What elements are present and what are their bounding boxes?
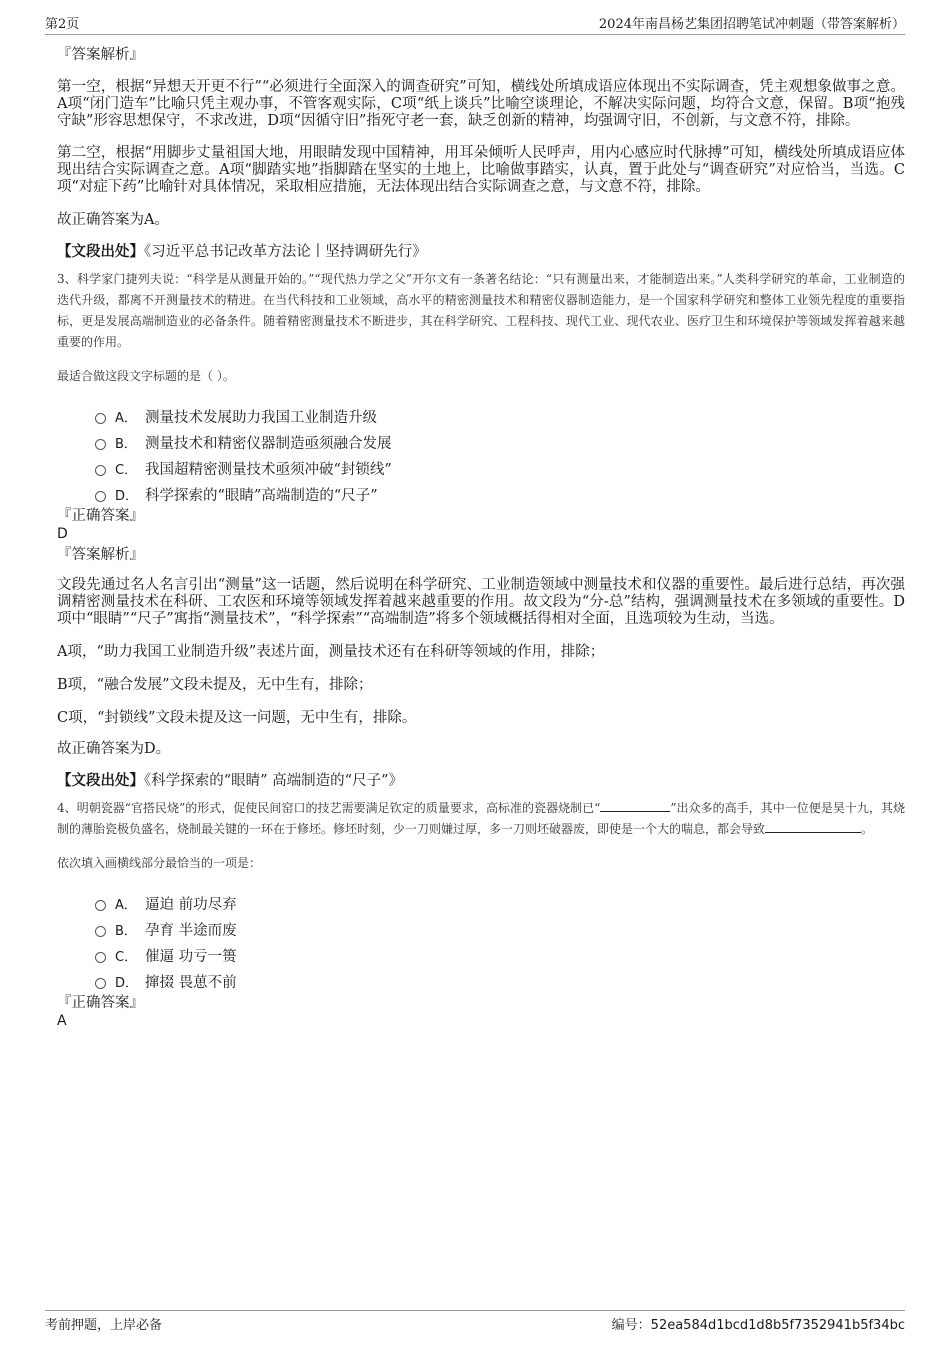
option-letter: C． [115, 462, 138, 478]
code-value: 52ea584d1bcd1d8b5f7352941b5f34bc [650, 1317, 905, 1333]
radio-icon[interactable] [95, 465, 106, 476]
question-4-stem [57, 798, 905, 840]
stem-part-1: 4、明朝瓷器“官搭民烧”的形式，促使民间窑口的技艺需要满足钦定的质量要求，高标准的瓷器烧制已“ [57, 801, 601, 815]
document-title: 2024年南昌杨艺集团招聘笔试冲刺题（带答案解析） [598, 16, 905, 32]
option-b[interactable] [57, 429, 905, 455]
analysis-item-a: A项，“助力我国工业制造升级”表述片面，测量技术还有在科研等领域的作用，排除； [57, 644, 605, 660]
correct-answer-label: 『正确答案』 [57, 995, 144, 1011]
footer-slogan: 考前押题，上岸必备 [45, 1317, 163, 1333]
correct-answer-value: D [57, 526, 68, 542]
question-3-options [57, 403, 905, 507]
option-letter: B． [115, 923, 137, 939]
analysis-label: 『答案解析』 [57, 47, 144, 63]
analysis-paragraph-1: 第一空，根据“异想天开更不行”“必须进行全面深入的调查研究”可知，横线处所填成语应体现出不实际调查，凭主观想象做事之意。A项“闭门造车”比喻只凭主观办事，不管客观实际，C项“纸上谈兵”比喻空谈理论，不解决实际问题，均符合文意，保留。B项“抱残守缺”形容思想保守，不求改进，D项“因循守旧”指死守老一套，缺乏创新的精神，均强调守旧，不创新，与文意不符，排除。 [57, 79, 905, 129]
source-label: 【文段出处】 [57, 243, 144, 260]
radio-icon[interactable] [95, 439, 106, 450]
analysis-item-c: C项，“封锁线”文段未提及这一问题，无中生有，排除。 [57, 710, 417, 726]
stem-part-2: ”出众多的高手，其中一位便是昊十九，其烧制的薄胎瓷极负盛名，烧制最关键的一环在于修坯。修坯时刻，少一刀则嫌过厚，多一刀则坯破器废，即使是一个大的喘息，都会导致 [57, 801, 905, 836]
document-code [612, 1314, 905, 1333]
option-c[interactable] [57, 942, 905, 968]
analysis-item-b: B项，“融合发展”文段未提及，无中生有，排除； [57, 677, 373, 693]
option-d[interactable] [57, 968, 905, 994]
page-content [57, 46, 905, 1029]
analysis-label: 『答案解析』 [57, 547, 144, 563]
option-letter: C． [115, 949, 138, 965]
stem-part-3: 。 [861, 822, 874, 836]
source-text: 《科学探索的“眼睛” 高端制造的“尺子”》 [144, 773, 404, 789]
answer-blank-1 [600, 799, 670, 812]
option-d[interactable] [57, 481, 905, 507]
option-a[interactable] [57, 890, 905, 916]
conclusion: 故正确答案为A。 [57, 212, 169, 228]
question-3-prompt: 最适合做这段文字标题的是（ ）。 [57, 369, 235, 383]
source-line [57, 771, 905, 791]
correct-answer-value: A [57, 1013, 67, 1029]
option-b[interactable] [57, 916, 905, 942]
source-label: 【文段出处】 [57, 772, 144, 789]
question-4-prompt: 依次填入画横线部分最恰当的一项是： [57, 856, 262, 870]
option-letter: A． [115, 897, 137, 913]
source-line [57, 242, 905, 262]
analysis-paragraph-2: 第二空，根据“用脚步丈量祖国大地，用眼睛发现中国精神，用耳朵倾听人民呼声，用内心感应时代脉搏”可知，横线处所填成语应体现出结合实际调查之意。A项“脚踏实地”指脚踏在坚实的土地上，比喻做事踏实，认真，置于此处与“调查研究”对应恰当，当选。C项“对症下药”比喻针对具体情况，采取相应措施，无法体现出结合实际调查之意，与文意不符，排除。 [57, 145, 905, 195]
correct-answer-label: 『正确答案』 [57, 508, 144, 524]
option-text: 我国超精密测量技术亟须冲破“封锁线” [145, 461, 392, 478]
option-text: 科学探索的“眼睛”高端制造的“尺子” [145, 487, 378, 504]
option-letter: D． [115, 975, 139, 991]
radio-icon[interactable] [95, 900, 106, 911]
option-letter: A． [115, 410, 137, 426]
analysis-paragraph: 文段先通过名人名言引出“测量”这一话题，然后说明在科学研究、工业制造领域中测量技术和仪器的重要性。最后进行总结，再次强调精密测量技术在科研、工农医和环境等领域发挥着越来越重要的作用。故文段为“分-总”结构，强调测量技术在多领域的重要性。D项中“眼睛”“尺子”寓指“测量技术”，“科学探索”“高端制造”将多个领域概括得相对全面，且选项较为生动，当选。 [57, 577, 905, 627]
option-a[interactable] [57, 403, 905, 429]
question-3-stem: 3、科学家门捷列夫说：“科学是从测量开始的。”“现代热力学之父”开尔文有一条著名结论：“只有测量出来，才能制造出来。”人类科学研究的革命，工业制造的迭代升级，都离不开测量技术的精进。在当代科技和工业领域，高水平的精密测量技术和精密仪器制造能力，是一个国家科学研究和整体工业领先程度的重要指标，更是发展高端制造业的必备条件。随着精密测量技术不断进步，其在科学研究、工程科技、现代工业、现代农业、医疗卫生和环境保护等领域发挥着越来越重要的作用。 [57, 272, 905, 349]
radio-icon[interactable] [95, 413, 106, 424]
option-letter: D． [115, 488, 139, 504]
page-footer [45, 1310, 905, 1333]
source-text: 《习近平总书记改革方法论丨坚持调研先行》 [144, 244, 427, 260]
radio-icon[interactable] [95, 491, 106, 502]
code-label: 编号： [611, 1317, 651, 1333]
radio-icon[interactable] [95, 978, 106, 989]
radio-icon[interactable] [95, 926, 106, 937]
radio-icon[interactable] [95, 952, 106, 963]
option-text: 逼迫 前功尽弃 [145, 896, 237, 913]
question-4-options [57, 890, 905, 994]
option-text: 孕育 半途而废 [145, 922, 237, 939]
option-text: 测量技术和精密仪器制造亟须融合发展 [145, 435, 392, 452]
option-text: 撺掇 畏葸不前 [145, 974, 237, 991]
page-number: 第2页 [45, 16, 80, 32]
option-text: 测量技术发展助力我国工业制造升级 [145, 409, 377, 426]
answer-blank-2 [765, 820, 861, 833]
conclusion: 故正确答案为D。 [57, 741, 171, 757]
option-text: 催逼 功亏一篑 [145, 948, 237, 965]
page-header [45, 12, 905, 35]
option-letter: B． [115, 436, 137, 452]
option-c[interactable] [57, 455, 905, 481]
